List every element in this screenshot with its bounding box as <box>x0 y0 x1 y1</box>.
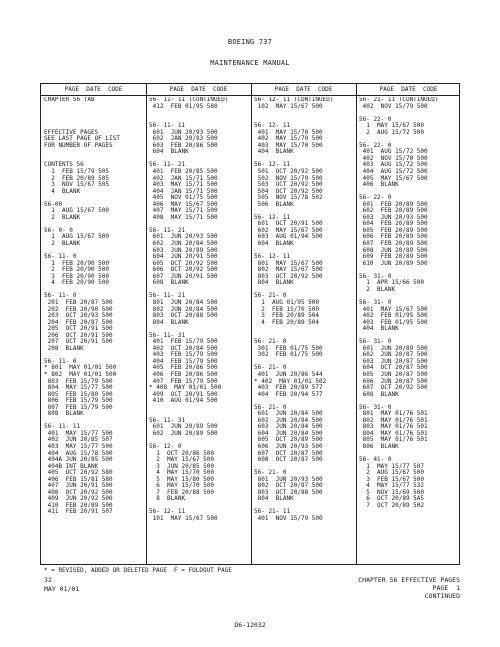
page-entry: 406 BLANK <box>359 181 399 189</box>
page-entry: 56- 11- 11 <box>44 423 81 431</box>
page-entry: 401 MAY 15/77 500 <box>44 429 113 437</box>
page-entry: 602 FEB 20/89 500 <box>359 207 428 215</box>
page-entry: 402 FEB 01/95 500 <box>359 312 428 320</box>
page-entry: 56- 22- 0 <box>359 115 392 123</box>
page-entry: 605 OCT 20/92 500 <box>149 259 218 267</box>
page-entry: 802 JUN 20/84 500 <box>149 305 218 313</box>
page-entry: 401 JUN 20/86 544 <box>254 370 323 378</box>
page-entry: 7 FEB 20/88 500 <box>149 488 215 496</box>
page-entry: 601 JUN 20/93 500 <box>149 233 218 241</box>
page-entry: 56- 12- 0 <box>149 442 182 450</box>
page-entry: 56- 21- 0 <box>254 338 287 346</box>
page-entry: 3 FEB 20/90 500 <box>44 272 110 280</box>
page-entry: 806 BLANK <box>359 442 399 450</box>
page-entry: 402 JUN 20/85 507 <box>44 436 113 444</box>
page-entry: 406 MAY 15/67 500 <box>149 200 218 208</box>
page-entry: 805 FEB 15/80 500 <box>44 390 113 398</box>
page-entry: 804 MAY 15/77 500 <box>44 384 113 392</box>
page-entry: 404 AUG 15/72 500 <box>359 168 428 176</box>
page-entry: 601 JUN 20/89 500 <box>149 423 218 431</box>
page-entry: FOR NUMBER OF PAGES <box>44 141 113 149</box>
page-entry: * 802 MAY 01/01 500 <box>44 370 117 378</box>
page-entry: 2 FEB 20/90 500 <box>44 266 110 274</box>
page-entry: 56- 31- 0 <box>359 403 392 411</box>
page-entry: 608 OCT 20/87 500 <box>254 456 323 464</box>
page-entry: 502 NOV 15/70 500 <box>254 174 323 182</box>
page-entry: 410 FEB 20/89 500 <box>44 501 113 509</box>
page-entry: 601 JUN 20/93 500 <box>149 128 218 136</box>
page-entry: 603 JUN 20/84 500 <box>254 423 323 431</box>
page-entry: 5 MAY 15/80 500 <box>149 475 215 483</box>
page-entry: 2 FEB 20/89 505 <box>44 174 110 182</box>
page-entry: 1 FEB 15/79 505 <box>44 168 110 176</box>
page-entry: 56- 41- 0 <box>359 456 392 464</box>
page-entry: 602 JUN 20/84 500 <box>254 416 323 424</box>
page-entry: 56- 21- 0 <box>254 364 287 372</box>
page-entry: 402 OCT 20/84 500 <box>149 344 218 352</box>
page-entry: 56- 12- 11 <box>149 508 186 516</box>
page-entry: 603 JUN 20/87 500 <box>359 357 428 365</box>
page-entry: * 801 MAY 01/01 500 <box>44 364 117 372</box>
page-entry: 4 FEB 20/90 500 <box>44 279 110 287</box>
page-entry: 1 MAY 15/77 507 <box>359 462 425 470</box>
page-entry: 404B INT BLANK <box>44 462 99 470</box>
page-entry: CHAPTER 56 TAB <box>44 97 95 103</box>
page-entry: 606 FEB 20/89 500 <box>359 233 428 241</box>
page-entry: 803 MAY 01/76 501 <box>359 423 428 431</box>
page-entry: 56- 11- 31 <box>149 331 186 339</box>
page-entry: 803 OCT 20/88 500 <box>254 488 323 496</box>
column-header-1: PAGE DATE CODE <box>64 86 123 93</box>
page-entry: 1 AUG 01/95 500 <box>254 298 320 306</box>
page-entry: 801 MAY 01/76 501 <box>359 410 428 418</box>
page-entry: 401 FEB 15/79 500 <box>149 338 218 346</box>
page-entry: 801 JUN 20/84 500 <box>149 298 218 306</box>
page-entry: 56- 21- 0 <box>254 403 287 411</box>
page-entry: 402 MAY 15/70 500 <box>254 135 323 143</box>
page-entry: 407 JUN 20/91 500 <box>44 482 113 490</box>
page-entry: 607 OCT 20/87 500 <box>254 449 323 457</box>
page-entry: 403 MAY 15/71 500 <box>149 181 218 189</box>
page-entry: 56- 11- 0 <box>44 357 77 365</box>
page-entry: 2 MAY 15/67 500 <box>149 456 215 464</box>
page-entry: 2 BLANK <box>44 213 81 221</box>
page-entry: 56- 31- 0 <box>359 298 392 306</box>
page-entry: 208 BLANK <box>44 344 84 352</box>
page-entry: 3 FEB 15/67 500 <box>359 475 425 483</box>
page-entry: 608 JUN 20/89 500 <box>359 246 428 254</box>
page-list-column-2 <box>149 97 252 523</box>
page-entry: * 402 MAY 01/01 502 <box>254 377 327 385</box>
page-entry: 403 MAY 15/70 500 <box>254 141 323 149</box>
revision-legend: * = REVISED, ADDED OR DELETED PAGE F = FOLDOUT PAGE <box>44 567 232 574</box>
page-entry: 803 OCT 20/92 500 <box>254 272 323 280</box>
page-entry: 807 FEB 15/79 500 <box>44 403 113 411</box>
page-entry: 601 JUN 20/84 500 <box>254 410 323 418</box>
page-entry: 405 FEB 20/86 500 <box>149 364 218 372</box>
page-entry: 203 OCT 20/93 500 <box>44 312 113 320</box>
page-entry: 56-00 <box>44 200 63 208</box>
page-entry: 7 OCT 20/89 502 <box>359 501 425 509</box>
page-entry: 3 JUN 20/85 500 <box>149 462 215 470</box>
page-entry: 404 AUG 15/78 500 <box>44 449 113 457</box>
page-entry: 102 MAY 15/67 500 <box>254 102 323 110</box>
page-entry: 601 FEB 20/89 500 <box>359 200 428 208</box>
page-entry: 56- 11- 0 <box>44 292 77 300</box>
page-entry: 4 BLANK <box>44 187 81 195</box>
page-entry: 404 FEB 15/79 500 <box>149 357 218 365</box>
page-list-column-1 <box>44 97 147 516</box>
page-entry: 56- 12- 11 <box>254 122 291 130</box>
page-entry: 405 OCT 20/92 580 <box>44 469 113 477</box>
page-list-column-3 <box>254 97 357 523</box>
page-entry: 56- 11- 11 <box>149 122 186 130</box>
page-entry: 401 NOV 15/79 500 <box>254 515 323 522</box>
page-entry: 403 FEB 20/89 577 <box>254 384 323 392</box>
page-entry: 604 OCT 20/87 500 <box>359 364 428 372</box>
page-entry: 802 MAY 01/76 501 <box>359 416 428 424</box>
page-entry: 602 JUN 20/89 500 <box>149 429 218 437</box>
page-entry: 802 MAY 15/67 500 <box>254 266 323 274</box>
page-entry: 610 JUN 20/89 500 <box>359 259 428 267</box>
page-entry: 804 BLANK <box>254 279 294 287</box>
page-entry: 2 FEB 15/70 500 <box>254 305 320 313</box>
page-entry: 606 OCT 20/92 500 <box>149 266 218 274</box>
page-entry: 6 MAY 15/70 500 <box>149 482 215 490</box>
page-entry: 56- 11- 21 <box>149 292 186 300</box>
header-rule <box>41 95 459 96</box>
effective-pages-table <box>40 83 460 565</box>
page-entry: 409 JUN 20/92 500 <box>44 495 113 503</box>
page-entry: 605 OCT 20/89 500 <box>254 436 323 444</box>
page-entry: 603 FEB 20/86 500 <box>149 141 218 149</box>
page-entry: 804 BLANK <box>254 495 294 503</box>
page-entry: 4 MAY 15/77 532 <box>359 482 425 490</box>
page-entry: 56- 21- 0 <box>254 292 287 300</box>
continued-label: CONTINUED <box>424 592 460 600</box>
page-entry: 402 NOV 15/79 500 <box>359 102 428 110</box>
page-entry: 604 BLANK <box>149 148 189 156</box>
page-entry: 804 MAY 01/76 501 <box>359 429 428 437</box>
page-entry: 401 AUG 15/72 500 <box>359 148 428 156</box>
revision-date: MAY 01/01 <box>44 585 80 593</box>
page-entry: 602 JAN 20/83 500 <box>149 135 218 143</box>
section-title: CHAPTER 56 EFFECTIVE PAGES <box>358 576 460 584</box>
page-entry: 56- 31- 0 <box>359 272 392 280</box>
page-entry: 2 AUG 15/72 500 <box>359 128 425 136</box>
page-entry: 606 JUN 20/93 500 <box>254 442 323 450</box>
page-entry: 411 FEB 20/91 507 <box>44 508 113 516</box>
page-entry: 3 FEB 20/89 504 <box>254 312 320 320</box>
page-entry: 505 NOV 15/78 502 <box>254 194 323 202</box>
page-entry: 605 JUN 20/87 500 <box>359 370 428 378</box>
page-entry: 56- 12- 11 <box>254 253 291 261</box>
page-entry: 302 FEB 01/75 500 <box>254 351 323 359</box>
page-list-column-4 <box>359 97 462 509</box>
page-entry: 4 MAY 15/70 500 <box>149 469 215 477</box>
page-entry: 602 JUN 20/87 500 <box>359 351 428 359</box>
page-entry: EFFECTIVE PAGES <box>44 128 99 136</box>
chapter-number: 32 <box>44 576 52 584</box>
page-entry: 604 BLANK <box>254 240 294 248</box>
page-entry: 602 MAY 15/67 500 <box>254 226 323 234</box>
page-entry: 56- 11- 21 <box>149 161 186 169</box>
page-entry: 1 APR 15/66 500 <box>359 279 425 287</box>
page-entry: 201 FEB 20/87 500 <box>44 298 113 306</box>
page-entry: 803 OCT 20/88 500 <box>149 312 218 320</box>
page-entry: 404 BLANK <box>359 325 399 333</box>
page-entry: 604 FEB 20/89 500 <box>359 220 428 228</box>
page-entry: SEE LAST PAGE OF LIST <box>44 135 120 143</box>
page-entry: 1 OCT 20/86 500 <box>149 449 215 457</box>
page-entry: 801 JUN 20/93 500 <box>254 475 323 483</box>
page-entry: 409 OCT 20/91 500 <box>149 390 218 398</box>
page-entry: 406 FEB 15/81 580 <box>44 475 113 483</box>
page-entry: 1 AUG 15/67 500 <box>44 233 110 241</box>
page-entry: 608 BLANK <box>359 390 399 398</box>
page-entry: 4 FEB 20/89 504 <box>254 318 320 326</box>
page-entry: 56- 12- 11 <box>254 161 291 169</box>
page-entry: 402 NOV 15/70 500 <box>359 154 428 162</box>
page-entry: 407 FEB 15/79 500 <box>149 377 218 385</box>
page-entry: 607 OCT 20/92 500 <box>359 384 428 392</box>
page-entry: 206 OCT 20/91 500 <box>44 331 113 339</box>
page-entry: 403 AUG 15/72 500 <box>359 161 428 169</box>
page-entry: 56- 11- 0 <box>44 253 77 261</box>
page-entry: 601 JUN 20/89 500 <box>359 344 428 352</box>
page-entry: 204 FEB 20/87 500 <box>44 318 113 326</box>
page-entry: 603 JUN 20/93 500 <box>359 213 428 221</box>
page-entry: 501 OCT 20/92 500 <box>254 168 323 176</box>
page-entry: 607 JUN 20/91 500 <box>149 272 218 280</box>
page-entry: 609 FEB 20/89 500 <box>359 253 428 261</box>
page-entry: 405 NOV 01/75 500 <box>149 194 218 202</box>
page-entry: 401 FEB 20/85 500 <box>149 168 218 176</box>
page-entry: 404 FEB 20/94 577 <box>254 390 323 398</box>
page-entry: 8 BLANK <box>149 495 186 503</box>
page-entry: 56- 22- 0 <box>359 141 392 149</box>
page-entry: 805 MAY 01/76 501 <box>359 436 428 444</box>
page-entry: 56- 12- 11 (CONTINUED) <box>254 97 334 103</box>
page-entry: 403 FEB 15/79 500 <box>149 351 218 359</box>
page-entry: 56- 11- 31 <box>149 416 186 424</box>
page-entry: 2 BLANK <box>359 285 396 293</box>
page-entry: 407 MAY 15/71 500 <box>149 207 218 215</box>
page-entry: 402 JAN 15/71 500 <box>149 174 218 182</box>
page-entry: 2 AUG 15/67 500 <box>359 469 425 477</box>
page-entry: 404 BLANK <box>254 148 294 156</box>
column-header-4: PAGE DATE CODE <box>379 86 438 93</box>
page-entry: 101 MAY 15/67 500 <box>149 515 218 522</box>
page-entry: 406 FEB 20/86 500 <box>149 370 218 378</box>
page-entry: 401 MAY 15/67 500 <box>359 305 428 313</box>
manual-title: BOEING 737 <box>227 38 273 46</box>
page-entry: 604 JUN 20/84 500 <box>254 429 323 437</box>
page-entry: 603 JUN 20/89 500 <box>149 246 218 254</box>
column-header-2: PAGE DATE CODE <box>169 86 228 93</box>
page-entry: 601 OCT 20/91 500 <box>254 220 323 228</box>
page-entry: 1 MAY 15/67 500 <box>359 122 425 130</box>
page-entry: 56- 21- 0 <box>254 469 287 477</box>
page-entry: 603 AUG 01/94 500 <box>254 233 323 241</box>
page-entry: 808 BLANK <box>44 410 84 418</box>
page-entry: 205 OCT 20/91 500 <box>44 325 113 333</box>
page-entry: 1 AUG 15/67 500 <box>44 207 110 215</box>
page-entry: CONTENTS 56 <box>44 161 84 169</box>
page-entry: 604 JUN 20/91 500 <box>149 253 218 261</box>
page-entry: 401 MAY 15/70 500 <box>254 128 323 136</box>
page-entry: 803 FEB 15/79 500 <box>44 377 113 385</box>
page-entry: 804 BLANK <box>149 318 189 326</box>
page-entry: 412 FEB 01/95 580 <box>149 102 218 110</box>
page-entry: 405 MAY 15/67 500 <box>359 174 428 182</box>
page-entry: 404 JAN 15/71 500 <box>149 187 218 195</box>
page-entry: 56- 22- 0 <box>359 194 392 202</box>
page-entry: 202 FEB 20/90 500 <box>44 305 113 313</box>
page-entry: 503 OCT 20/92 500 <box>254 181 323 189</box>
page-entry: 56- 11- 21 <box>149 226 186 234</box>
document-number: D6-12032 <box>234 621 266 629</box>
page-entry: 607 FEB 20/89 500 <box>359 240 428 248</box>
page-entry: 602 JUN 20/84 500 <box>149 240 218 248</box>
page-entry: 608 BLANK <box>149 279 189 287</box>
page-entry: 301 FEB 01/75 500 <box>254 344 323 352</box>
page-entry: 506 BLANK <box>254 200 294 208</box>
page-entry: 404A JUN 20/85 500 <box>44 456 113 464</box>
page-entry: 403 MAY 15/77 500 <box>44 442 113 450</box>
page-entry: 207 OCT 20/91 500 <box>44 338 113 346</box>
page-entry: 408 MAY 15/71 500 <box>149 213 218 221</box>
manual-subtitle: MAINTENANCE MANUAL <box>210 59 290 67</box>
page-entry: 5 NOV 15/69 500 <box>359 488 425 496</box>
page-entry: 802 OCT 20/87 500 <box>254 482 323 490</box>
page-entry: 1 FEB 20/90 500 <box>44 259 110 267</box>
page-entry: 504 OCT 20/92 500 <box>254 187 323 195</box>
column-header-3: PAGE DATE CODE <box>274 86 333 93</box>
page-entry: 801 MAY 15/67 500 <box>254 259 323 267</box>
page-entry: 605 FEB 20/89 500 <box>359 226 428 234</box>
page-entry: 410 AUG 01/94 500 <box>149 397 218 405</box>
page-entry: 56- 31- 0 <box>359 338 392 346</box>
page-entry: * 408 MAY 01/01 500 <box>149 384 222 392</box>
page-entry: 56- 12- 11 <box>254 213 291 221</box>
page-entry: 56- 11- 11 (CONTINUED) <box>149 97 229 103</box>
page-entry: 56- 21- 11 (CONTINUED) <box>359 97 439 103</box>
page-entry: 408 OCT 20/92 500 <box>44 488 113 496</box>
page-entry: 403 FEB 01/95 500 <box>359 318 428 326</box>
page-entry: 606 JUN 20/87 500 <box>359 377 428 385</box>
page-entry: 3 NOV 15/67 505 <box>44 181 110 189</box>
page-number: PAGE 1 <box>432 584 460 592</box>
page-entry: 56- 21- 11 <box>254 508 291 516</box>
page-entry: 806 FEB 15/79 500 <box>44 397 113 405</box>
page-entry: 56- 0- 0 <box>44 226 73 234</box>
page-entry: 6 OCT 20/89 5A5 <box>359 495 425 503</box>
page-entry: 2 BLANK <box>44 240 81 248</box>
